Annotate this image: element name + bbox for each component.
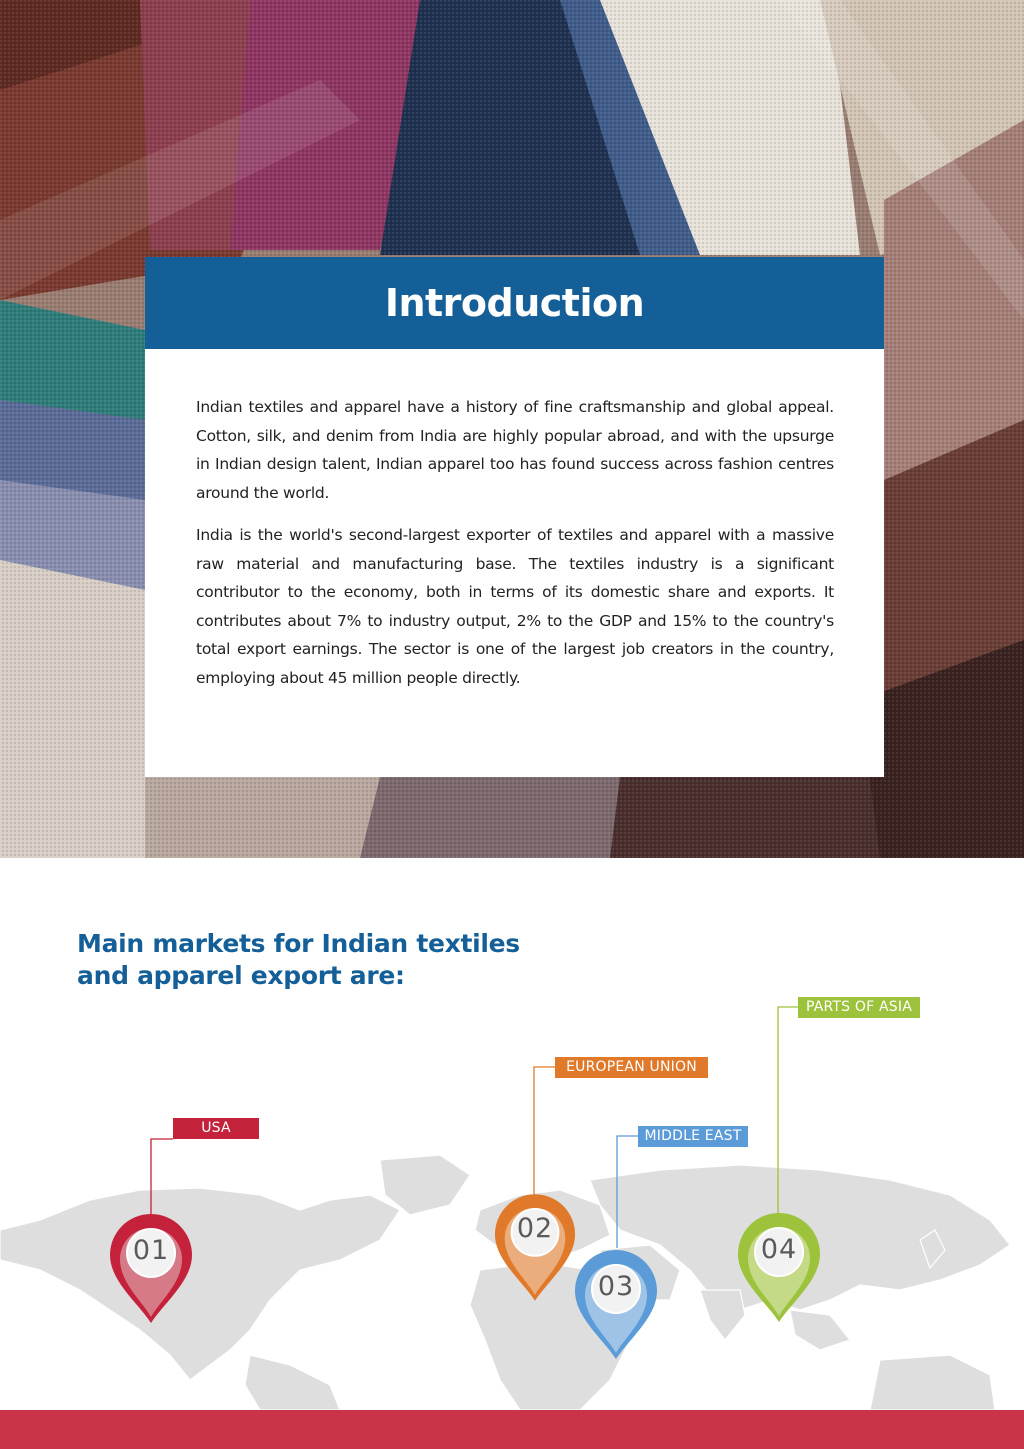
intro-paragraph-2: India is the world's second-largest exporter of textiles and apparel with a massive raw material and manufacturing base. The textiles industry is a significant contributor to the economy, both in terms of its domestic share and exports. It contributes about 7% to industry output, 2% to the GDP and 15% to the country's total export earnings. The sector is one of the largest job creators in the country, employing about 45 million people directly. xyxy=(196,526,834,687)
pin-marker-icon xyxy=(493,1193,577,1303)
markets-title-line-1: Main markets for Indian textiles xyxy=(77,929,520,958)
intro-paragraph-1: Indian textiles and apparel have a history of fine craftsmanship and global appeal. Cotton, silk, and denim from India are highly popular abroad, and with the upsurge in Indian design talent, Indian apparel too has found success across fashion centres around the world. xyxy=(196,398,834,502)
pin-number-02: 02 xyxy=(516,1213,554,1244)
intro-title: Introduction xyxy=(384,281,645,325)
usa-connector xyxy=(151,1139,173,1215)
market-label-asia: PARTS OF ASIA xyxy=(798,997,920,1018)
pin-number-03: 03 xyxy=(597,1271,635,1302)
map-pin-01 xyxy=(108,1213,194,1325)
pin-number-01: 01 xyxy=(132,1235,170,1266)
pin-number-04: 04 xyxy=(760,1234,798,1265)
intro-card xyxy=(145,257,884,777)
map-pin-04 xyxy=(736,1212,822,1324)
markets-title xyxy=(77,928,520,992)
pin-marker-icon xyxy=(573,1249,659,1361)
eu-connector xyxy=(534,1067,555,1195)
intro-body xyxy=(145,349,884,692)
map-pin-03 xyxy=(573,1249,659,1361)
market-label-middle-east: MIDDLE EAST xyxy=(638,1126,748,1147)
footer-bar xyxy=(0,1410,1024,1449)
intro-header xyxy=(145,257,884,349)
market-label-usa: USA xyxy=(173,1118,259,1139)
market-label-eu: EUROPEAN UNION xyxy=(555,1057,708,1078)
pin-marker-icon xyxy=(736,1212,822,1324)
markets-title-line-2: and apparel export are: xyxy=(77,961,405,990)
asia-connector xyxy=(778,1007,798,1215)
pin-marker-icon xyxy=(108,1213,194,1325)
middle-east-connector xyxy=(617,1136,638,1248)
map-pin-02 xyxy=(493,1193,577,1303)
